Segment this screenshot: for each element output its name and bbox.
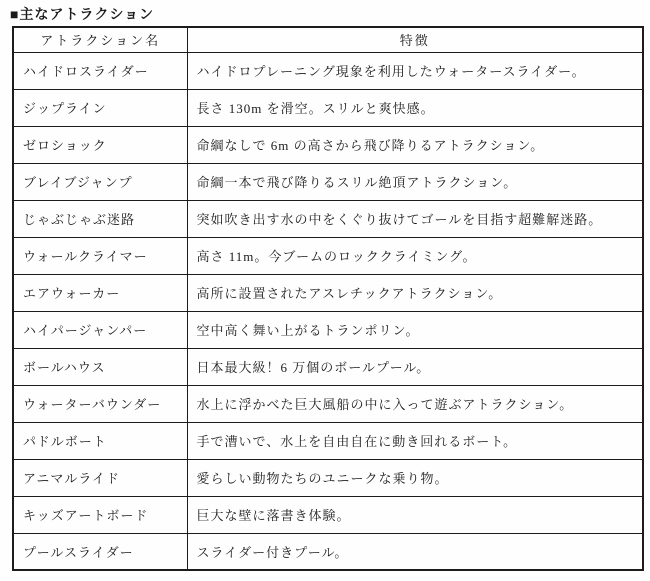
feature-cell: 日本最大級！6 万個のボールプール。 (187, 348, 643, 385)
table-row (13, 533, 643, 570)
feature-cell: 手で漕いで、水上を自由自在に動き回れるボート。 (187, 422, 643, 459)
feature-cell: 空中高く舞い上がるトランポリン。 (187, 311, 643, 348)
attractions-table (12, 26, 644, 571)
feature-cell: 長さ 130m を滑空。スリルと爽快感。 (187, 89, 643, 126)
attraction-name-cell: プールスライダー (13, 533, 187, 570)
feature-cell: 命綱なしで 6m の高さから飛び降りるアトラクション。 (187, 126, 643, 163)
table-row (13, 348, 643, 385)
table-row (13, 126, 643, 163)
attraction-name-cell: ゼロショック (13, 126, 187, 163)
attraction-name-cell: アニマルライド (13, 459, 187, 496)
table-header-row (13, 27, 643, 52)
attraction-name-cell: ブレイブジャンプ (13, 163, 187, 200)
feature-cell: スライダー付きプール。 (187, 533, 643, 570)
attraction-name-cell: ウォーターバウンダー (13, 385, 187, 422)
page-title: ■主なアトラクション (10, 8, 155, 23)
table-row (13, 163, 643, 200)
table-row (13, 422, 643, 459)
table-row (13, 89, 643, 126)
table-row (13, 459, 643, 496)
attraction-name-cell: ボールハウス (13, 348, 187, 385)
feature-cell: 命綱一本で飛び降りるスリル絶頂アトラクション。 (187, 163, 643, 200)
table-row (13, 311, 643, 348)
attraction-name-cell: じゃぶじゃぶ迷路 (13, 200, 187, 237)
feature-cell: 愛らしい動物たちのユニークな乗り物。 (187, 459, 643, 496)
feature-cell: 高さ 11m。今ブームのロッククライミング。 (187, 237, 643, 274)
feature-cell: ハイドロプレーニング現象を利用したウォータースライダー。 (187, 52, 643, 89)
attraction-name-cell: パドルボート (13, 422, 187, 459)
column-header-attraction-name: アトラクション名 (13, 27, 187, 52)
feature-cell: 水上に浮かべた巨大風船の中に入って遊ぶアトラクション。 (187, 385, 643, 422)
attraction-name-cell: エアウォーカー (13, 274, 187, 311)
attraction-name-cell: ウォールクライマー (13, 237, 187, 274)
attraction-name-cell: キッズアートボード (13, 496, 187, 533)
feature-cell: 突如吹き出す水の中をくぐり抜けてゴールを目指す超難解迷路。 (187, 200, 643, 237)
table-row (13, 237, 643, 274)
column-header-feature: 特徴 (187, 27, 643, 52)
table-row (13, 52, 643, 89)
attraction-name-cell: ハイドロスライダー (13, 52, 187, 89)
feature-cell: 高所に設置されたアスレチックアトラクション。 (187, 274, 643, 311)
feature-cell: 巨大な壁に落書き体験。 (187, 496, 643, 533)
attraction-name-cell: ジップライン (13, 89, 187, 126)
table-row (13, 274, 643, 311)
table-row (13, 496, 643, 533)
table-row (13, 200, 643, 237)
table-row (13, 385, 643, 422)
attraction-name-cell: ハイパージャンパー (13, 311, 187, 348)
